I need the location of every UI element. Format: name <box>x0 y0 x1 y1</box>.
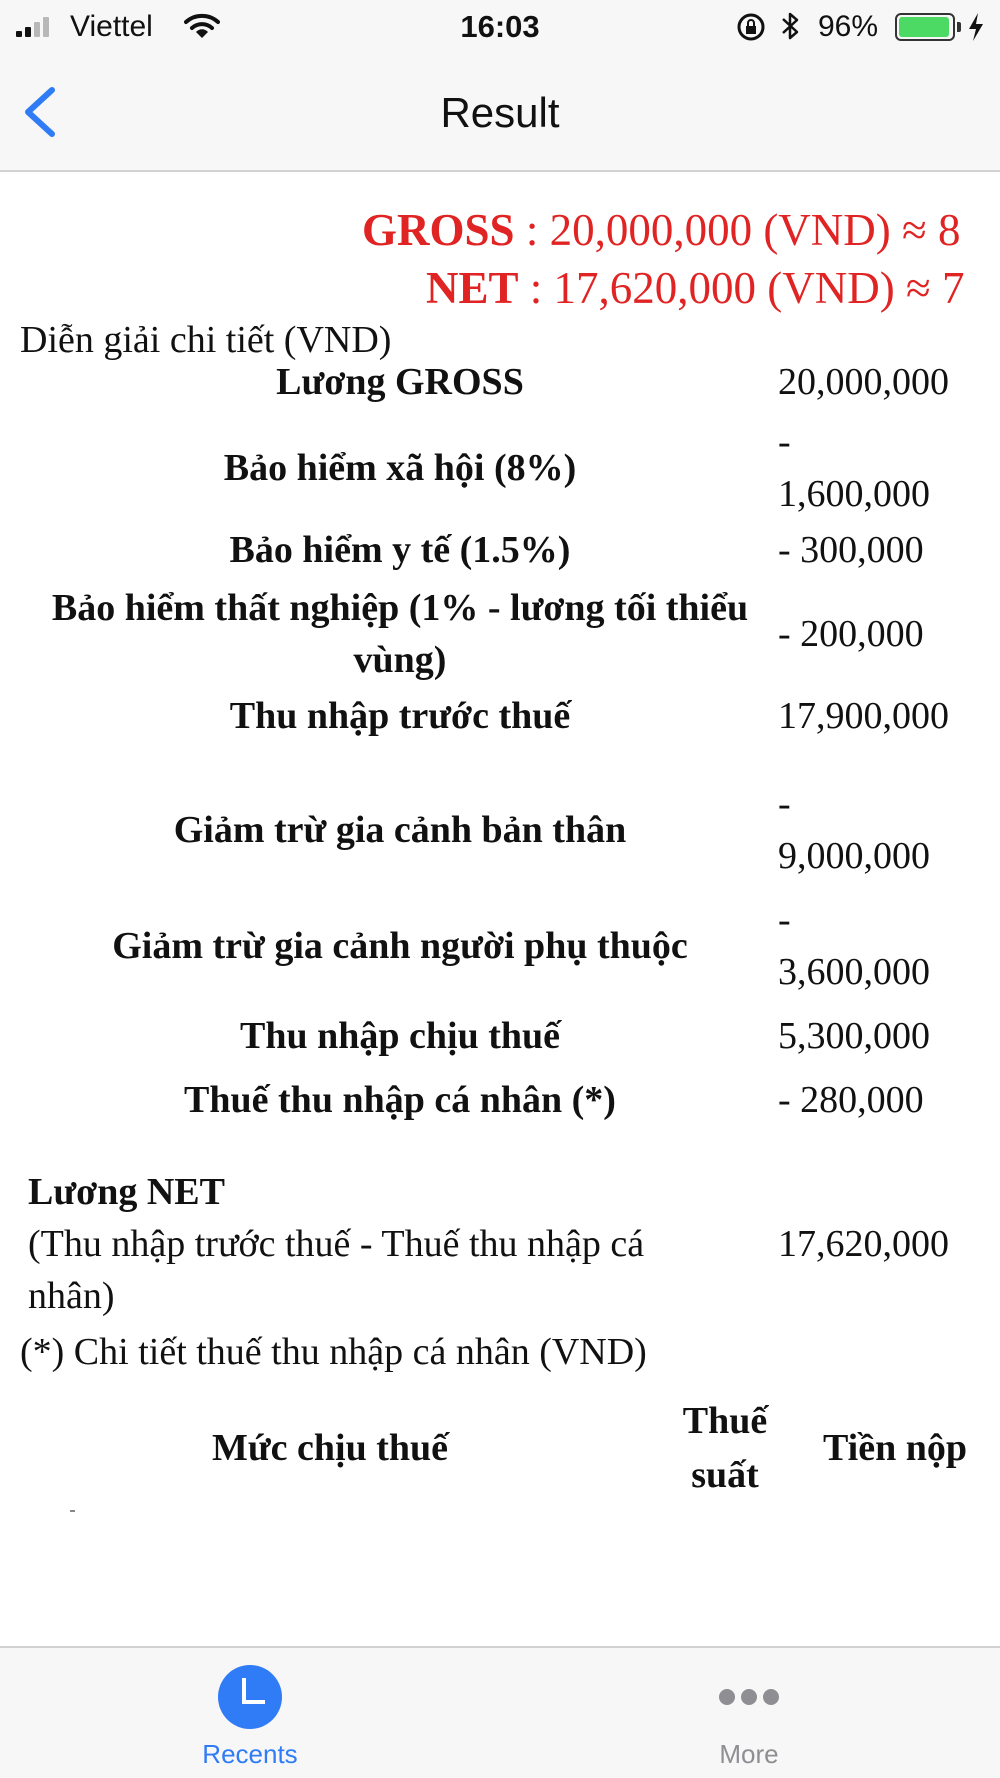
detail-row-personal-deduction <box>0 776 1000 884</box>
battery-tip <box>957 22 961 32</box>
result-content[interactable] <box>0 172 1000 1646</box>
more-dots-icon <box>716 1664 782 1730</box>
net-salary-description: (Thu nhập trước thuế - Thuế thu nhập cá nhân) <box>28 1223 645 1317</box>
detail-row-label: Bảo hiểm y tế (1.5%) <box>229 529 571 571</box>
detail-heading: Diễn giải chi tiết (VND) <box>20 319 392 361</box>
detail-row-value: - 300,000 <box>778 529 924 571</box>
detail-row-personal-income-tax <box>0 1072 1000 1128</box>
detail-row-value: - 280,000 <box>778 1079 924 1121</box>
detail-row-label: Giảm trừ gia cảnh người phụ thuộc <box>112 925 688 967</box>
battery-icon <box>895 13 955 41</box>
detail-row-dependent-deduction <box>0 892 1000 1000</box>
status-bar <box>0 0 1000 54</box>
detail-row-value: - 3,600,000 <box>778 899 930 993</box>
detail-row-label: Lương GROSS <box>276 361 524 403</box>
battery-level-fill <box>899 17 949 37</box>
clock-icon <box>217 1664 283 1730</box>
detail-row-value: - 9,000,000 <box>778 783 930 877</box>
pit-column-amount-paid: Tiền nộp <box>823 1427 967 1469</box>
detail-row-value: 5,300,000 <box>778 1015 930 1057</box>
detail-row-health-insurance <box>0 522 1000 578</box>
detail-row-label: Thu nhập chịu thuế <box>240 1015 560 1057</box>
net-salary-title: Lương NET <box>28 1171 225 1213</box>
pit-detail-heading: (*) Chi tiết thuế thu nhập cá nhân (VND) <box>20 1331 647 1373</box>
gross-summary-label: GROSS <box>362 205 515 255</box>
gross-summary <box>362 202 960 258</box>
table-divider-fragment <box>70 1510 75 1512</box>
detail-row-value: 20,000,000 <box>778 361 949 403</box>
status-time: 16:03 <box>460 9 540 44</box>
net-salary-row <box>28 1166 978 1320</box>
detail-row-pre-tax-income <box>0 688 1000 744</box>
rotation-lock-icon <box>736 12 766 42</box>
detail-row-label: Bảo hiểm xã hội (8%) <box>223 447 577 489</box>
net-summary-label: NET <box>426 263 519 313</box>
bluetooth-icon <box>780 10 802 42</box>
carrier-name: Viettel <box>70 10 153 43</box>
navigation-bar <box>0 54 1000 172</box>
detail-row-value: - 200,000 <box>778 613 924 655</box>
tab-recents[interactable] <box>125 1648 375 1778</box>
net-summary-value: : 17,620,000 (VND) ≈ 7 <box>518 263 965 313</box>
detail-row-label: Bảo hiểm thất nghiệp (1% - lương tối thiểu vùng) <box>51 587 749 681</box>
pit-table-header <box>0 1390 1000 1506</box>
battery-percent: 96% <box>818 10 879 43</box>
detail-row-label: Giảm trừ gia cảnh bản thân <box>173 809 627 851</box>
detail-row-gross <box>0 354 1000 410</box>
detail-row-label: Thu nhập trước thuế <box>229 695 571 737</box>
pit-column-taxable-level: Mức chịu thuế <box>211 1427 448 1469</box>
net-summary <box>426 260 964 316</box>
pit-column-tax-rate: Thuế suất <box>682 1400 768 1496</box>
detail-row-unemployment-insurance <box>0 580 1000 688</box>
charging-bolt-icon <box>966 11 986 43</box>
detail-row-label: Thuế thu nhập cá nhân (*) <box>184 1079 616 1121</box>
tab-more[interactable] <box>624 1648 874 1778</box>
detail-row-value: - 1,600,000 <box>778 421 930 515</box>
tab-bar <box>0 1646 1000 1778</box>
tab-recents-label: Recents <box>202 1739 298 1769</box>
detail-row-social-insurance <box>0 414 1000 522</box>
detail-row-taxable-income <box>0 1008 1000 1064</box>
gross-summary-value: : 20,000,000 (VND) ≈ 8 <box>514 205 961 255</box>
tab-more-label: More <box>719 1739 779 1769</box>
net-salary-value: 17,620,000 <box>778 1223 949 1265</box>
detail-row-value: 17,900,000 <box>778 695 949 737</box>
page-title: Result <box>440 89 560 136</box>
